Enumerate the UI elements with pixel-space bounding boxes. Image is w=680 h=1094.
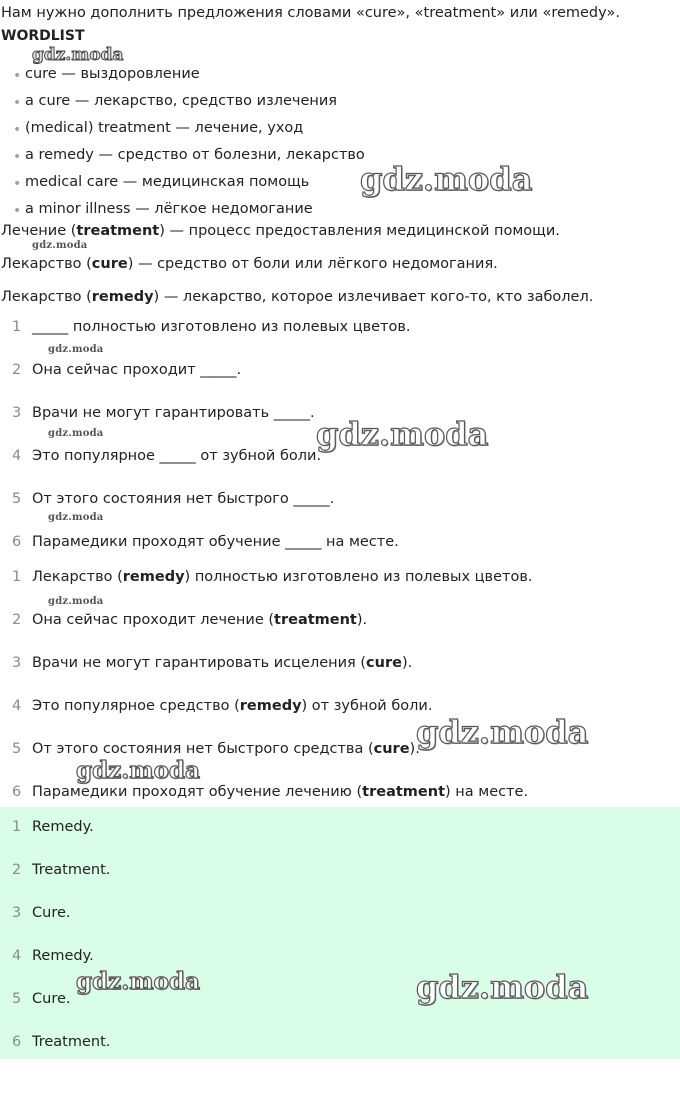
item-number: 3 <box>12 655 22 671</box>
watermark: gdz.moda <box>76 757 200 784</box>
item-number: 1 <box>12 319 22 335</box>
watermark: gdz.moda <box>48 596 104 607</box>
answer-text: Treatment. <box>32 1034 111 1050</box>
answer-panel <box>0 807 680 1059</box>
answer-text: Remedy. <box>32 819 94 835</box>
wordlist-item: a cure — лекарство, средство излечения <box>25 93 338 109</box>
watermark: gdz.moda <box>48 428 104 439</box>
bullet-icon: • <box>13 176 22 192</box>
wordlist-title: WORDLIST <box>1 28 85 44</box>
definition-treatment: Лечение (treatment) — процесс предоставления медицинской помощи. <box>1 223 560 239</box>
watermark: gdz.moda <box>416 968 589 1006</box>
task-sentence: Она сейчас проходит _____. <box>32 362 242 378</box>
wordlist-item: medical care — медицинская помощь <box>25 174 310 190</box>
item-number: 3 <box>12 905 22 921</box>
item-number: 4 <box>12 698 22 714</box>
bullet-icon: • <box>13 95 22 111</box>
translation-sentence: Она сейчас проходит лечение (treatment). <box>32 612 368 628</box>
translation-sentence: Лекарство (remedy) полностью изготовлено из полевых цветов. <box>32 569 533 585</box>
task-sentence: Врачи не могут гарантировать _____. <box>32 405 315 421</box>
item-number: 2 <box>12 612 22 628</box>
watermark: gdz.moda <box>32 240 88 251</box>
wordlist-item: (medical) treatment — лечение, уход <box>25 120 304 136</box>
translation-sentence: Парамедики проходят обучение лечению (treatment) на месте. <box>32 784 529 800</box>
answer-text: Cure. <box>32 991 71 1007</box>
translation-sentence: Врачи не могут гарантировать исцеления (cure). <box>32 655 413 671</box>
watermark: gdz.moda <box>48 512 104 523</box>
task-sentence: Это популярное _____ от зубной боли. <box>32 448 322 464</box>
item-number: 6 <box>12 784 22 800</box>
answer-text: Treatment. <box>32 862 111 878</box>
item-number: 6 <box>12 1034 22 1050</box>
task-instruction: Нам нужно дополнить предложения словами «cure», «treatment» или «remedy». <box>1 5 620 21</box>
item-number: 5 <box>12 491 22 507</box>
watermark: gdz.moda <box>32 45 124 65</box>
item-number: 4 <box>12 948 22 964</box>
task-sentence: _____ полностью изготовлено из полевых цветов. <box>32 319 411 335</box>
bullet-icon: • <box>13 149 22 165</box>
definition-remedy: Лекарство (remedy) — лекарство, которое излечивает кого-то, кто заболел. <box>1 289 594 305</box>
item-number: 2 <box>12 362 22 378</box>
item-number: 4 <box>12 448 22 464</box>
watermark: gdz.moda <box>48 344 104 355</box>
answer-text: Cure. <box>32 905 71 921</box>
item-number: 1 <box>12 819 22 835</box>
item-number: 1 <box>12 569 22 585</box>
task-sentence: Парамедики проходят обучение _____ на месте. <box>32 534 399 550</box>
watermark: gdz.moda <box>76 968 200 995</box>
item-number: 5 <box>12 991 22 1007</box>
watermark: gdz.moda <box>360 160 533 198</box>
translation-sentence: От этого состояния нет быстрого средства (cure). <box>32 741 420 757</box>
wordlist-item: a minor illness — лёгкое недомогание <box>25 201 313 217</box>
definition-cure: Лекарство (cure) — средство от боли или лёгкого недомогания. <box>1 256 498 272</box>
translation-sentence: Это популярное средство (remedy) от зубной боли. <box>32 698 433 714</box>
wordlist-item: a remedy — средство от болезни, лекарство <box>25 147 365 163</box>
watermark: gdz.moda <box>416 713 589 751</box>
wordlist-item: cure — выздоровление <box>25 66 200 82</box>
bullet-icon: • <box>13 203 22 219</box>
item-number: 3 <box>12 405 22 421</box>
task-sentence: От этого состояния нет быстрого _____. <box>32 491 335 507</box>
bullet-icon: • <box>13 122 22 138</box>
watermark: gdz.moda <box>316 415 489 453</box>
bullet-icon: • <box>13 68 22 84</box>
item-number: 5 <box>12 741 22 757</box>
item-number: 6 <box>12 534 22 550</box>
item-number: 2 <box>12 862 22 878</box>
answer-text: Remedy. <box>32 948 94 964</box>
